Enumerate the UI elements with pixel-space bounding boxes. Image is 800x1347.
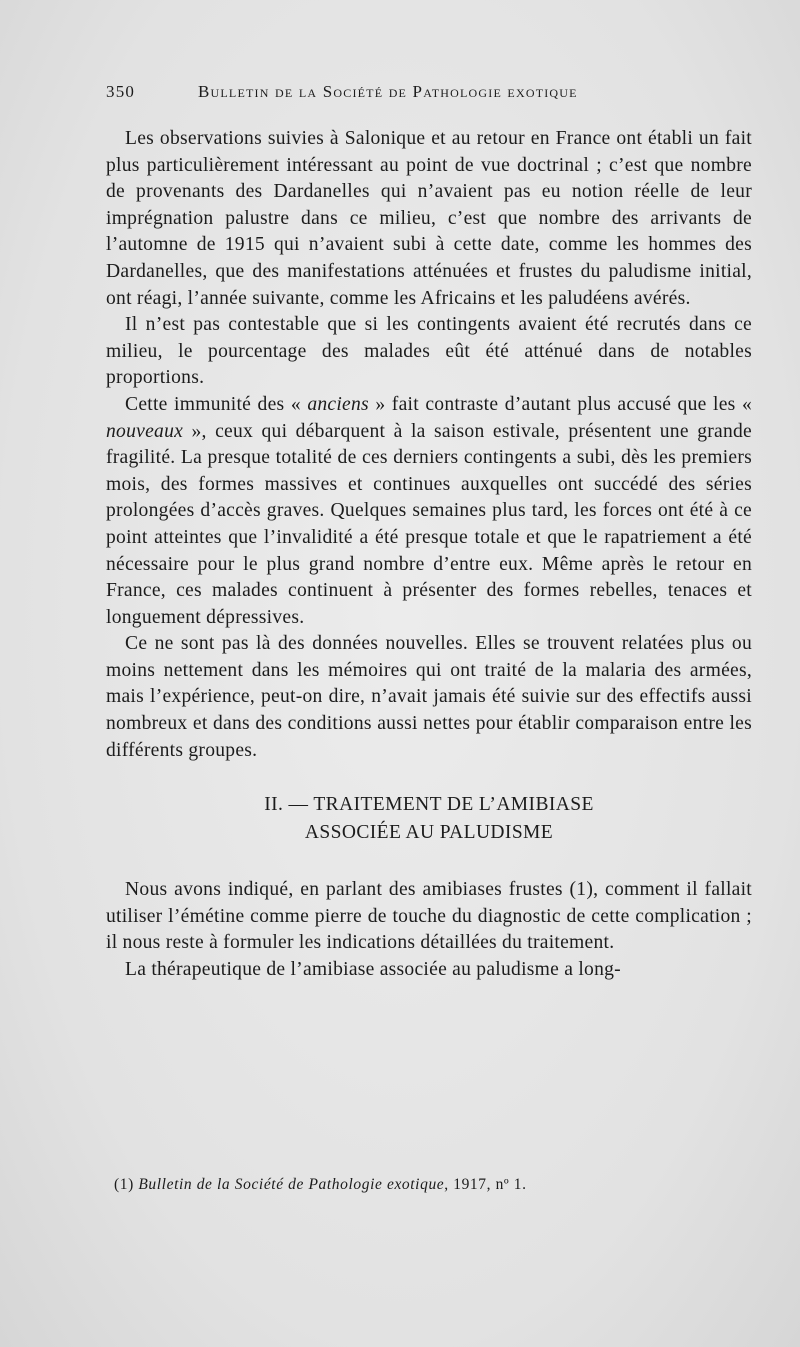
paragraph: Ce ne sont pas là des données nouvelles. Elles se trouvent relatées plus ou moins nettement dans les mémoires qui ont traité de la malaria des armées, mais l’expérience, peut-on dire, n’avait jamais été suivie sur des effectifs aussi nombreux et dans des conditions aussi nettes pour établir comparaison entre les différents groupes. — [106, 633, 752, 761]
text-run: », ceux qui débarquent à la saison estivale, présentent une grande fragilité. La presque totalité de ces derniers contingents a subi, dès les premiers mois, des formes massives et continues auxquelles ont succédé des séries prolongées d’accès graves. Quelques semaines plus tard, les forces ont été à ce point atteintes que l’invalidité a été presque totale et que le rapatriement a été nécessaire pour le plus grand nombre d’entre eux. Même après le retour en France, ces malades continuent à présenter des formes rebelles, tenaces et longuement dépressives. — [106, 420, 752, 628]
running-title: Bulletin de la Société de Pathologie exotique — [198, 82, 578, 101]
text-run: Cette immunité des « — [125, 393, 308, 415]
paragraph: Il n’est pas contestable que si les contingents avaient été recrutés dans ce milieu, le pourcentage des malades eût été atténué dans de notables proportions. — [106, 314, 752, 389]
text-run: » fait contraste d’autant plus accusé que les « — [368, 393, 752, 415]
footnote — [114, 1176, 754, 1194]
paragraph: La thérapeutique de l’amibiase associée au paludisme a long- — [125, 959, 621, 981]
page-number: 350 — [106, 82, 136, 101]
footnote-citation-title: Bulletin de la Société de Pathologie exotique — [138, 1176, 445, 1193]
section-heading — [106, 791, 752, 847]
italic-term: nouveaux — [106, 420, 184, 442]
main-text — [106, 126, 752, 984]
footnote-citation-details: , 1917, nº 1. — [444, 1176, 527, 1193]
paragraph: Les observations suivies à Salonique et au retour en France ont établi un fait plus particulièrement intéressant au point de vue doctrinal ; c’est que nombre de provenants des Dardanelles qui n’avaient pas eu notion réelle de leur imprégnation palustre dans ce milieu, c’est que nombre des arrivants de l’automne de 1915 qui n’avaient subi à cette date, comme les hommes des Dardanelles, que des manifestations atténuées et frustes du paludisme initial, ont réagi, l’année suivante, comme les Africains et les paludéens avérés. — [106, 128, 752, 309]
paragraph — [106, 392, 752, 631]
italic-term: anciens — [307, 393, 369, 415]
section-heading-line: ASSOCIÉE AU PALUDISME — [304, 822, 554, 844]
footnote-marker: (1) — [114, 1176, 139, 1193]
section-heading-line: II. — TRAITEMENT DE L’AMIBIASE — [264, 794, 594, 816]
running-header — [106, 82, 752, 112]
paragraph: Nous avons indiqué, en parlant des amibiases frustes (1), comment il fallait utiliser l’émétine comme pierre de touche du diagnostic de cette complication ; il nous reste à formuler les indications détaillées du traitement. — [106, 879, 752, 954]
